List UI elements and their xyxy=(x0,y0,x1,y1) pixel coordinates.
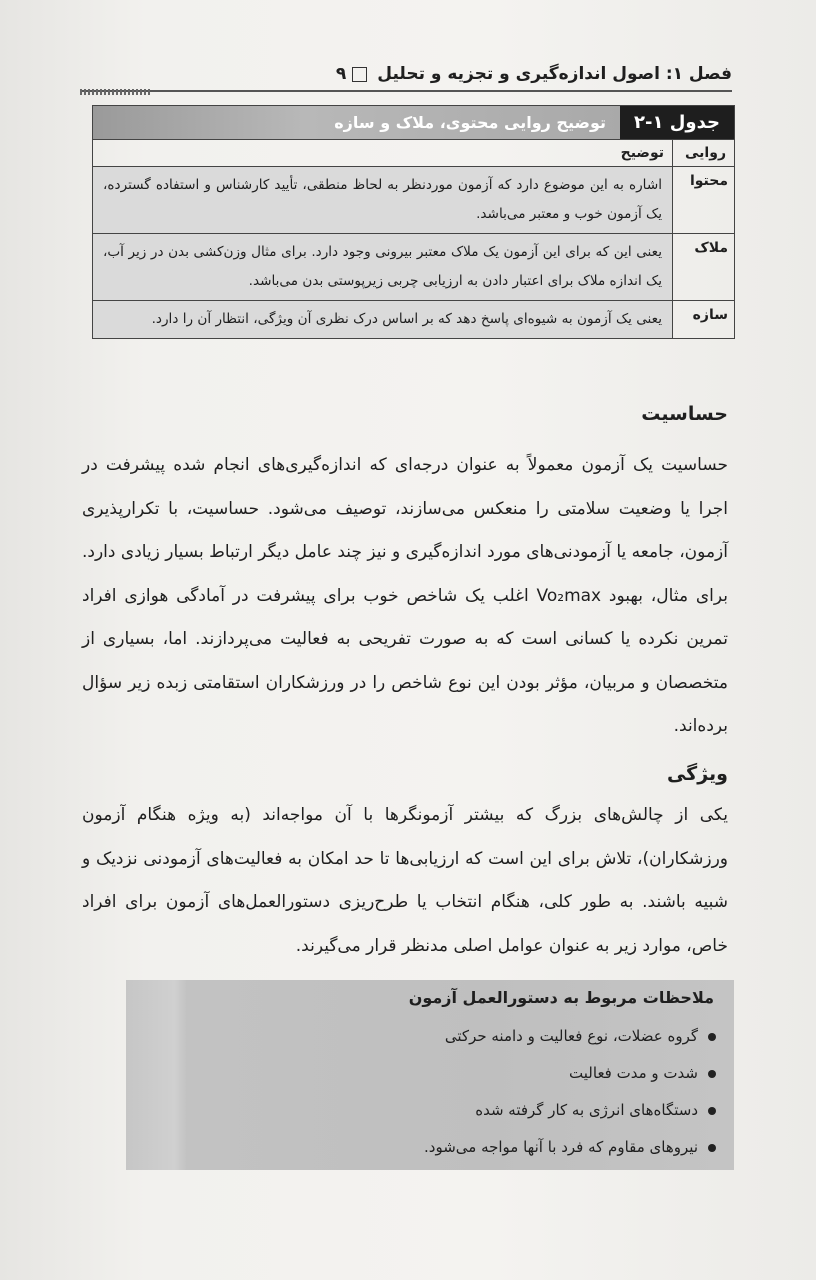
running-header xyxy=(80,58,732,90)
bullet-icon xyxy=(708,1033,716,1041)
header-rule-dots xyxy=(80,89,150,95)
list-item-text: نیروهای مقاوم که فرد با آنها مواجه می‌شود. xyxy=(424,1138,698,1156)
bullet-icon xyxy=(708,1107,716,1115)
notes-title: ملاحظات مربوط به دستورالعمل آزمون xyxy=(408,988,714,1007)
row-type: سازه xyxy=(672,301,734,338)
table-row xyxy=(93,166,734,233)
table-caption: توضیح روایی محتوی، ملاک و سازه xyxy=(93,106,620,139)
section-body-specificity: یکی از چالش‌های بزرگ که بیشتر آزمونگرها با آن مواجه‌اند (به ویژه هنگام آزمون ورزشکاران)، تلاش برای این است که ارزیابی‌ها تا حد امکان به فعالیت‌های آزمودنی نزدیک و شبیه باشند. به طور کلی، هنگام انتخاب یا طرح‌ریزی دستورالعمل‌های آزمون برای افراد خاص، موارد زیر به عنوان عوامل اصلی مدنظر قرار می‌گیرند. xyxy=(82,805,728,956)
list-item xyxy=(424,1055,716,1092)
notes-box xyxy=(126,980,734,1170)
page-number-group xyxy=(336,64,367,84)
col-header-validity: روایی xyxy=(672,140,734,166)
bullet-icon xyxy=(708,1070,716,1078)
row-description: یعنی این که برای این آزمون یک ملاک معتبر بیرونی وجود دارد. برای مثال وزن‌کشی بدن در زیر آب، یک اندازه ملاک برای اعتبار دادن به ارزیابی چربی زیرپوستی بدن می‌باشد. xyxy=(93,234,672,300)
row-description: اشاره به این موضوع دارد که آزمون موردنظر به لحاظ منطقی، تأیید کارشناس و استفاده گسترده، یک آزمون خوب و معتبر می‌باشد. xyxy=(93,167,672,233)
list-item xyxy=(424,1129,716,1166)
list-item-text: گروه عضلات، نوع فعالیت و دامنه حرکتی xyxy=(444,1027,698,1045)
list-item-text: شدت و مدت فعالیت xyxy=(569,1064,698,1082)
chapter-title: فصل ۱: اصول اندازه‌گیری و تجزیه و تحلیل xyxy=(377,64,732,84)
col-header-description: توضیح xyxy=(620,145,664,161)
section-body-sensitivity: حساسیت یک آزمون معمولاً به عنوان درجه‌ای که اندازه‌گیری‌های انجام شده پیشرفت در اجرا یا وضعیت سلامتی را منعکس می‌سازند، توصیف می‌شود. حساسیت، با تکرارپذیری آزمون، جامعه یا آزمودنی‌های مورد اندازه‌گیری و نیز چند عامل دیگر ارتباط بسیار زیادی دارد. برای مثال، بهبود Vo₂max اغلب یک شاخص خوب برای پیشرفت در آمادگی هوازی افراد تمرین نکرده یا کسانی است که به صورت تفریحی به فعالیت می‌پردازند. اما، بسیاری از متخصصان و مربیان، مؤثر بودن این نوع شاخص را در ورزشکاران استقامتی زبده زیر سؤال برده‌اند. xyxy=(82,455,728,736)
table-row xyxy=(93,233,734,300)
table-row xyxy=(93,300,734,338)
section-heading-specificity: ویژگی xyxy=(666,763,728,785)
notes-list xyxy=(424,1018,716,1166)
table-number: جدول ۱-۲ xyxy=(620,106,734,139)
list-item xyxy=(424,1018,716,1055)
section-heading-sensitivity: حساسیت xyxy=(641,403,728,425)
header-rule xyxy=(80,90,732,92)
list-item-text: دستگاه‌های انرژی به کار گرفته شده xyxy=(475,1101,698,1119)
table-header-row xyxy=(93,139,734,166)
row-type: ملاک xyxy=(672,234,734,300)
bullet-icon xyxy=(708,1144,716,1152)
table-title-bar xyxy=(93,106,734,139)
list-item xyxy=(424,1092,716,1129)
row-description: یعنی یک آزمون به شیوه‌ای پاسخ دهد که بر اساس درک نظری آن ویژگی، انتظار آن را دارد. xyxy=(93,301,672,338)
page-number: ۹ xyxy=(335,64,347,84)
validity-table xyxy=(92,105,735,339)
square-icon xyxy=(352,67,367,82)
row-type: محتوا xyxy=(672,167,734,233)
